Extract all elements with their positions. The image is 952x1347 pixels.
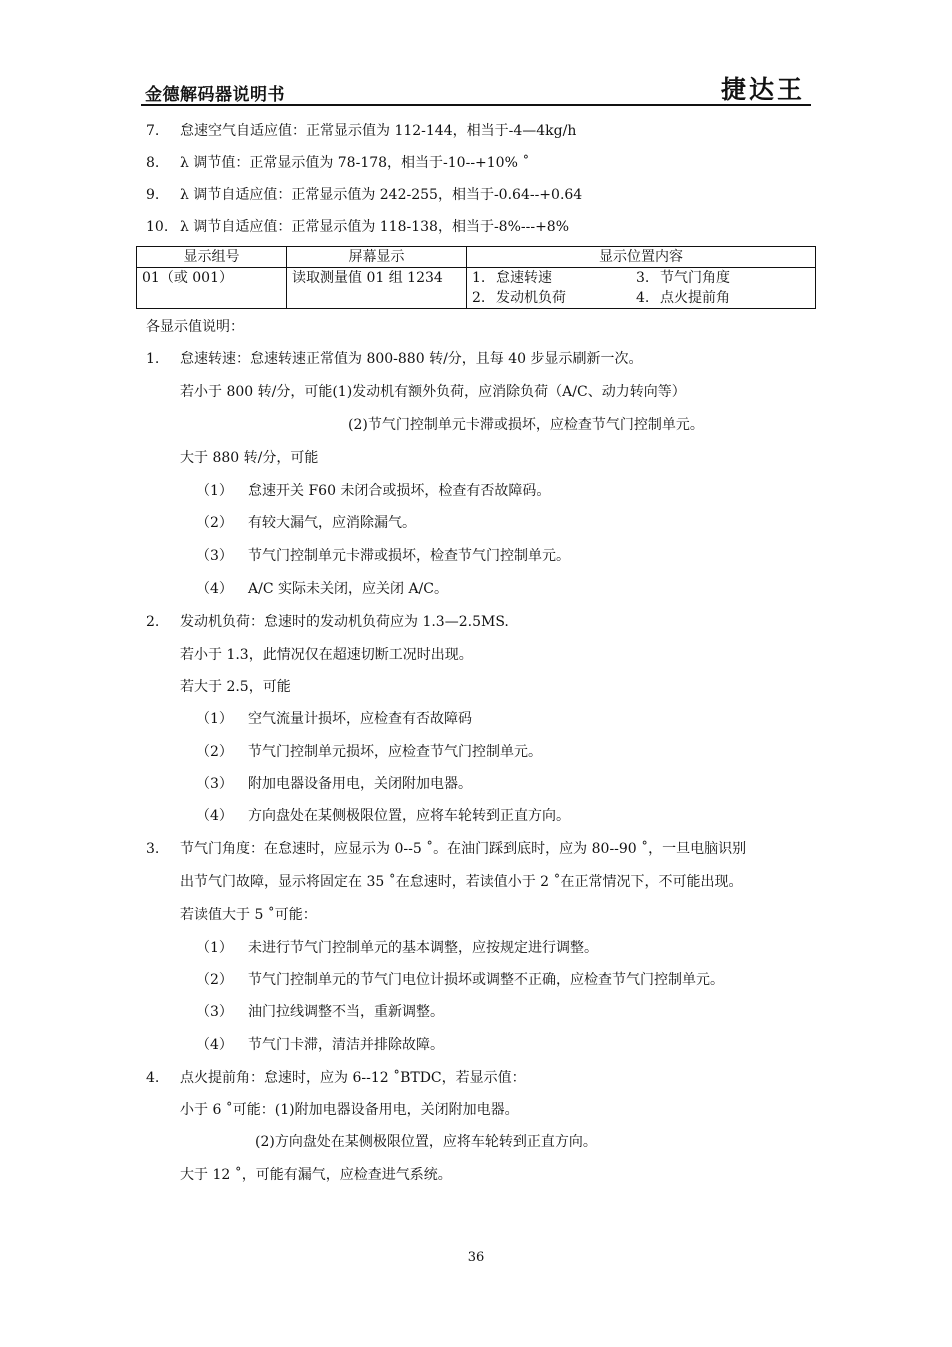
car-model-title: 捷达王 (720, 75, 805, 104)
section-title: 1. 怠速转速：怠速转速正常值为 800-880 转/分，且每 40 步显示刷新一次。 (146, 351, 643, 367)
page-number: 36 (467, 1250, 485, 1265)
list-item: 9. λ 调节自适应值：正常显示值为 242-255，相当于-0.64--+0.64 (146, 187, 583, 203)
paragraph: 大于 880 转/分，可能 (180, 450, 319, 466)
paragraph: 小于 6 ˚可能：(1)附加电器设备用电，关闭附加电器。 (180, 1102, 519, 1118)
paragraph: 出节气门故障，显示将固定在 35 ˚在怠速时，若读值小于 2 ˚在正常情况下，不可能出现。 (180, 874, 743, 890)
table-header-row (137, 247, 816, 268)
section-title: 3. 节气门角度：在怠速时，应显示为 0--5 ˚。在油门踩到底时，应为 80--90 ˚，一旦电脑识别 (146, 841, 747, 857)
paragraph: (2)节气门控制单元卡滞或损坏，应检查节气门控制单元。 (348, 417, 704, 433)
table-header-cell: 屏幕显示 (287, 247, 467, 268)
paragraph: (2)方向盘处在某侧极限位置，应将车轮转到正直方向。 (255, 1134, 597, 1150)
header-divider (141, 104, 811, 106)
paragraph: 若大于 2.5，可能 (180, 679, 291, 695)
table-row (137, 268, 816, 309)
section-title: 4. 点火提前角：怠速时，应为 6--12 ˚BTDC，若显示值： (146, 1070, 526, 1086)
paragraph: 若小于 800 转/分，可能(1)发动机有额外负荷，应消除负荷（A/C、动力转向等） (180, 384, 686, 400)
notes-title: 各显示值说明： (146, 319, 244, 335)
paragraph: 若读值大于 5 ˚可能： (180, 907, 317, 923)
table-header-cell: 显示位置内容 (467, 247, 816, 268)
list-item: （3） 节气门控制单元卡滞或损坏，检查节气门控制单元。 (196, 548, 570, 564)
paragraph: 大于 12 ˚，可能有漏气，应检查进气系统。 (180, 1167, 452, 1183)
list-item: （1） 怠速开关 F60 未闭合或损坏，检查有否故障码。 (196, 483, 551, 499)
table-header-cell: 显示组号 (137, 247, 287, 268)
list-item: （4） 节气门卡滞，清洁并排除故障。 (196, 1037, 444, 1053)
list-item: （2） 节气门控制单元的节气门电位计损坏或调整不正确，应检查节气门控制单元。 (196, 972, 724, 988)
list-item: （2） 节气门控制单元损坏，应检查节气门控制单元。 (196, 744, 542, 760)
list-item: （4） 方向盘处在某侧极限位置，应将车轮转到正直方向。 (196, 808, 570, 824)
list-item: （3） 油门拉线调整不当，重新调整。 (196, 1004, 444, 1020)
group-number-cell: 01（或 001） (137, 268, 287, 309)
list-item: 7. 怠速空气自适应值：正常显示值为 112-144，相当于-4—4kg/h (146, 123, 577, 139)
list-item: （1） 空气流量计损坏，应检查有否故障码 (196, 711, 472, 727)
manual-title: 金德解码器说明书 (145, 85, 285, 105)
paragraph: 若小于 1.3，此情况仅在超速切断工况时出现。 (180, 647, 473, 663)
section-title: 2. 发动机负荷：怠速时的发动机负荷应为 1.3—2.5MS. (146, 614, 509, 630)
list-item: 8. λ 调节值：正常显示值为 78-178，相当于-10--+10% ˚ (146, 155, 530, 171)
list-item: 10. λ 调节自适应值：正常显示值为 118-138，相当于-8%---+8% (146, 219, 570, 235)
display-group-table (136, 246, 816, 309)
position-content-cell: 1. 怠速转速 3. 节气门角度 2. 发动机负荷 4. 点火提前角 (467, 268, 816, 309)
list-item: （3） 附加电器设备用电，关闭附加电器。 (196, 776, 472, 792)
list-item: （2） 有较大漏气，应消除漏气。 (196, 515, 416, 531)
list-item: （1） 未进行节气门控制单元的基本调整，应按规定进行调整。 (196, 940, 598, 956)
list-item: （4） A/C 实际未关闭，应关闭 A/C。 (196, 581, 448, 597)
screen-display-cell: 读取测量值 01 组 1234 (287, 268, 467, 309)
page-header (141, 66, 811, 106)
